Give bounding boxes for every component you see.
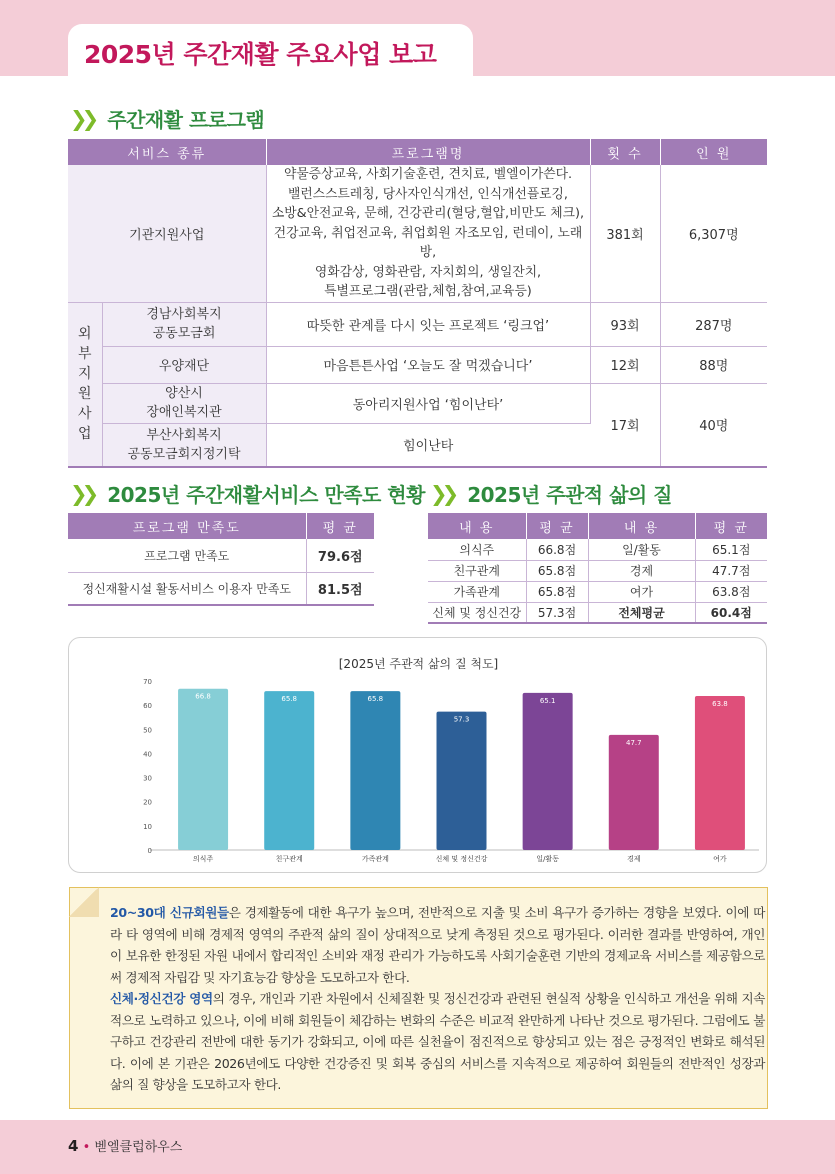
x-tick-label: 가족관계 bbox=[361, 855, 389, 863]
page-title: 2025년 주간재활 주요사업 보고 bbox=[84, 40, 437, 69]
table-row bbox=[428, 539, 767, 560]
chevron-double-icon: ❯❯ bbox=[430, 481, 454, 506]
table-row bbox=[68, 539, 374, 572]
bar-value-label: 65.1 bbox=[539, 696, 556, 705]
x-tick-label: 신체 및 정신건강 bbox=[435, 855, 488, 863]
commentary-text bbox=[110, 902, 765, 1096]
bar-chart bbox=[69, 638, 768, 874]
service-cell: 부산사회복지 공동모금회지정기탁 bbox=[102, 423, 266, 467]
publication-name: 벧엘클럽하우스 bbox=[94, 1140, 183, 1155]
y-tick-label: 10 bbox=[143, 822, 152, 831]
table-cell: 65.1점 bbox=[695, 539, 767, 560]
y-tick-label: 0 bbox=[147, 847, 152, 855]
program-cell: 마음튼튼사업 ‘오늘도 잘 먹겠습니다’ bbox=[266, 346, 590, 383]
program-line: 특별프로그램(관람,체험,참여,교육등) bbox=[324, 284, 532, 299]
program-line: 약물증상교육, 사회기술훈련, 견치료, 벨엘이가쓴다. bbox=[283, 167, 573, 182]
bar-value-label: 66.8 bbox=[195, 692, 211, 701]
count-cell: 93회 bbox=[590, 302, 660, 346]
table-cell: 가족관계 bbox=[428, 581, 526, 602]
program-list-cell bbox=[266, 165, 590, 302]
bar bbox=[350, 691, 400, 850]
table-cell: 의식주 bbox=[428, 539, 526, 560]
y-tick-label: 30 bbox=[143, 774, 152, 783]
table-cell: 57.3점 bbox=[526, 602, 588, 623]
bar bbox=[523, 693, 573, 850]
y-tick-label: 20 bbox=[143, 798, 152, 807]
count-cell: 381회 bbox=[590, 165, 660, 302]
table-cell: 65.8점 bbox=[526, 560, 588, 581]
table-header-row bbox=[68, 139, 767, 165]
bar bbox=[609, 735, 659, 850]
section-title: 주간재활 프로그램 bbox=[107, 108, 265, 132]
bar-value-label: 65.8 bbox=[281, 695, 298, 704]
table-row bbox=[68, 302, 767, 346]
program-cell: 따뜻한 관계를 다시 잇는 프로젝트 ‘링크업’ bbox=[266, 302, 590, 346]
paragraph-1: 은 경제활동에 대한 욕구가 높으며, 전반적으로 지출 및 소비 욕구가 증가하는 경향을 보였다. 이에 따라 타 영역에 비해 경제적 영역의 주관적 삶의 질이 상대적으로 낮게 측정된 것으로 평가된다. 이러한 결과를 반영하여, 개인이 보유한 한정된 자원 내에서 합리적인 소비와 재정 관리가 가능하도록 사회기술훈련 기반의 경제교육 서비스를 제공함으로써 경제적 자립감 및 자기효능감 향상을 도모하고자 한다. bbox=[110, 905, 765, 985]
service-cell: 양산시 장애인복지관 bbox=[102, 383, 266, 423]
satisfaction-table bbox=[68, 513, 374, 606]
service-cell: 우양재단 bbox=[102, 346, 266, 383]
section-title: 2025년 주관적 삶의 질 bbox=[467, 483, 672, 507]
column-header: 인 원 bbox=[660, 139, 767, 165]
x-tick-label: 일/활동 bbox=[536, 855, 559, 863]
table-row bbox=[68, 572, 374, 605]
x-tick-label: 친구관계 bbox=[275, 855, 303, 863]
column-header: 횟 수 bbox=[590, 139, 660, 165]
table-cell: 여가 bbox=[588, 581, 695, 602]
people-cell: 88명 bbox=[660, 346, 767, 383]
count-cell: 17회 bbox=[590, 383, 660, 467]
paragraph-2: 의 경우, 개인과 기관 차원에서 신체질환 및 정신건강과 관련된 현실적 상황을 인식하고 개선을 위해 지속적으로 노력하고 있으나, 이에 비해 회원들이 체감하는 변화의 수준은 비교적 완만하게 나타난 것으로 평가된다. 그럼에도 불구하고 건강관리 전반에 대한 동기가 강화되고, 이에 따른 실천율이 점진적으로 향상되고 있는 점은 긍정적인 변화로 해석된다. 이에 본 기관은 2026년에도 다양한 건강증진 및 회복 중심의 서비스를 지속적으로 제공하여 회원들의 전반적인 성장과 삶의 질 향상을 도모하고자 한다. bbox=[110, 991, 765, 1092]
table-cell: 81.5점 bbox=[306, 572, 374, 605]
program-cell: 동아리지원사업 ‘힘이난타’ bbox=[266, 383, 590, 423]
column-header: 내 용 bbox=[588, 513, 695, 539]
table-row bbox=[428, 602, 767, 623]
program-line: 밸런스스트레칭, 당사자인식개선, 인식개선플로깅, bbox=[288, 186, 568, 202]
external-support-label: 외 부 지 원 사 업 bbox=[68, 302, 102, 467]
footer-separator: • bbox=[82, 1140, 91, 1155]
program-line: 소방&안전교육, 문해, 건강관리(혈당,혈압,비만도 체크), bbox=[271, 206, 585, 221]
bar-value-label: 47.7 bbox=[625, 738, 642, 747]
program-table bbox=[68, 139, 767, 468]
chart-card bbox=[68, 637, 767, 873]
bar bbox=[437, 712, 487, 850]
table-row bbox=[428, 560, 767, 581]
chevron-double-icon: ❯❯ bbox=[70, 481, 94, 506]
bar bbox=[264, 691, 314, 850]
service-cell: 경남사회복지 공동모금회 bbox=[102, 302, 266, 346]
column-header: 내 용 bbox=[428, 513, 526, 539]
page-number: 4 bbox=[68, 1137, 79, 1155]
table-row bbox=[68, 383, 767, 423]
footer bbox=[68, 1136, 182, 1155]
table-row bbox=[428, 581, 767, 602]
bar-value-label: 65.8 bbox=[367, 695, 384, 704]
bar-value-label: 63.8 bbox=[712, 699, 728, 708]
folded-corner bbox=[69, 887, 99, 917]
people-cell: 40명 bbox=[660, 383, 767, 467]
chevron-double-icon: ❯❯ bbox=[70, 106, 94, 131]
table-row bbox=[68, 346, 767, 383]
table-row bbox=[68, 165, 767, 302]
bar-value-label: 57.3 bbox=[453, 715, 470, 724]
x-tick-label: 여가 bbox=[713, 855, 727, 863]
count-cell: 12회 bbox=[590, 346, 660, 383]
people-cell: 6,307명 bbox=[660, 165, 767, 302]
y-tick-label: 70 bbox=[143, 678, 152, 686]
y-tick-label: 60 bbox=[143, 702, 152, 711]
table-cell: 66.8점 bbox=[526, 539, 588, 560]
program-line: 건강교육, 취업전교육, 취업회원 자조모임, 런데이, 노래방, bbox=[273, 225, 583, 260]
column-header: 서비스 종류 bbox=[68, 139, 266, 165]
section-heading-satisfaction bbox=[70, 479, 425, 508]
table-cell: 63.8점 bbox=[695, 581, 767, 602]
section-heading-quality-of-life bbox=[430, 479, 672, 508]
table-header-row bbox=[428, 513, 767, 539]
column-header: 프로그램 만족도 bbox=[68, 513, 306, 539]
table-cell: 친구관계 bbox=[428, 560, 526, 581]
people-cell: 287명 bbox=[660, 302, 767, 346]
table-header-row bbox=[68, 513, 374, 539]
table-cell: 60.4점 bbox=[695, 602, 767, 623]
x-tick-label: 의식주 bbox=[192, 855, 214, 863]
table-cell: 정신재활시설 활동서비스 이용자 만족도 bbox=[68, 572, 306, 605]
table-cell: 프로그램 만족도 bbox=[68, 539, 306, 572]
y-tick-label: 50 bbox=[143, 726, 152, 735]
service-cell: 기관지원사업 bbox=[68, 165, 266, 302]
bar bbox=[178, 689, 228, 850]
program-line: 영화감상, 영화관람, 자치회의, 생일잔치, bbox=[314, 264, 542, 280]
x-tick-label: 경제 bbox=[627, 855, 641, 863]
quality-of-life-table bbox=[428, 513, 767, 624]
column-header: 평 균 bbox=[306, 513, 374, 539]
bar bbox=[695, 696, 745, 850]
column-header: 프로그램명 bbox=[266, 139, 590, 165]
section-heading-program bbox=[70, 104, 264, 133]
y-tick-label: 40 bbox=[143, 750, 152, 759]
table-cell: 65.8점 bbox=[526, 581, 588, 602]
highlight-young-members: 20~30대 신규회원들 bbox=[110, 905, 229, 920]
column-header: 평 균 bbox=[526, 513, 588, 539]
table-cell: 47.7점 bbox=[695, 560, 767, 581]
section-title: 2025년 주간재활서비스 만족도 현황 bbox=[107, 483, 425, 507]
table-cell: 79.6점 bbox=[306, 539, 374, 572]
program-cell: 힘이난타 bbox=[266, 423, 590, 467]
table-cell: 전체평균 bbox=[588, 602, 695, 623]
highlight-health-area: 신체·정신건강 영역 bbox=[110, 991, 213, 1006]
table-cell: 일/활동 bbox=[588, 539, 695, 560]
chart-title: [2025년 주관적 삶의 질 척도] bbox=[338, 657, 499, 671]
table-cell: 신체 및 정신건강 bbox=[428, 602, 526, 623]
column-header: 평 균 bbox=[695, 513, 767, 539]
table-cell: 경제 bbox=[588, 560, 695, 581]
